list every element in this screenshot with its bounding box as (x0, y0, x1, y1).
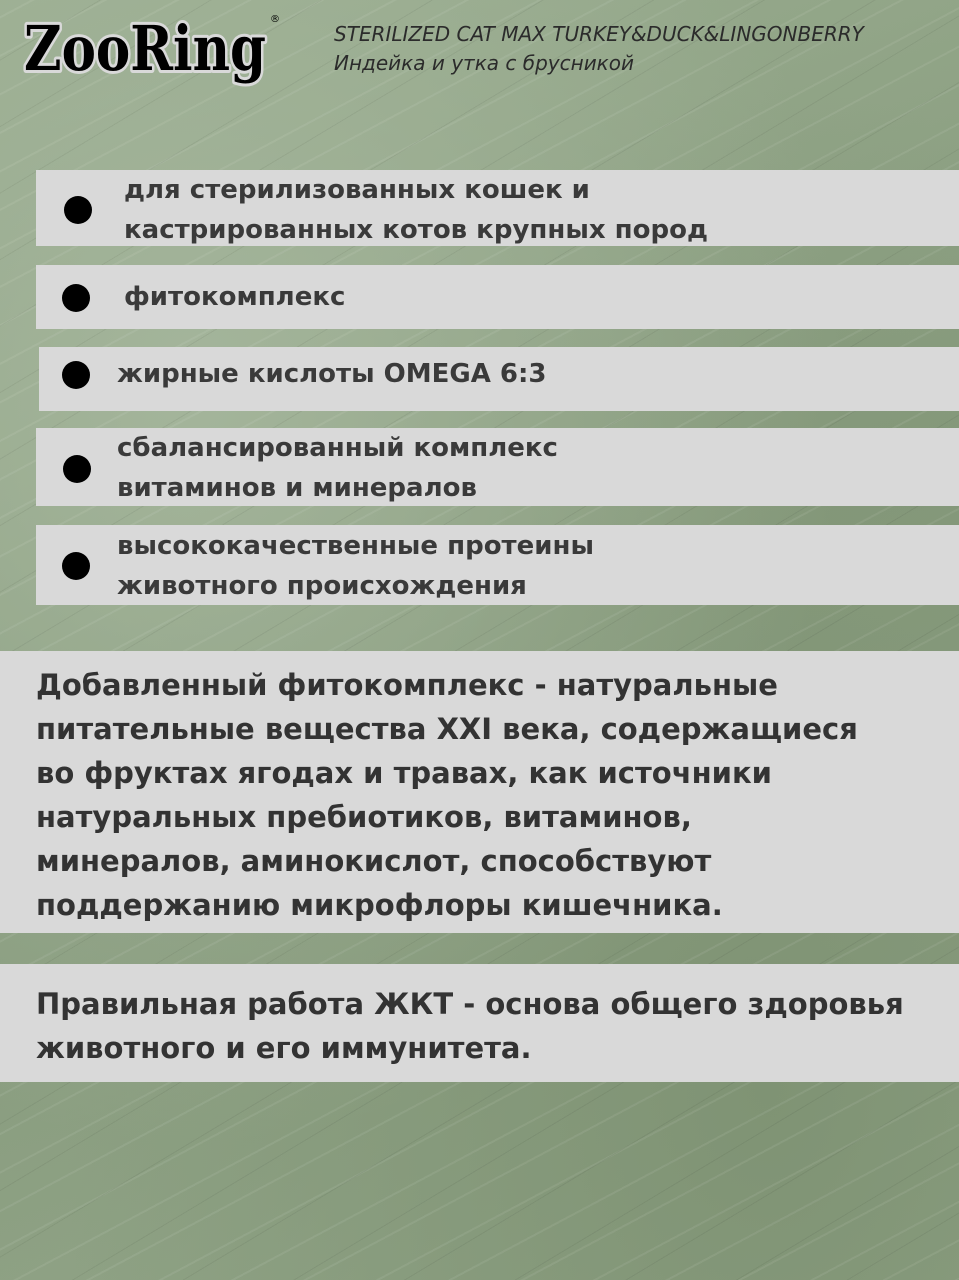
feature-line: высококачественные протеины (117, 531, 594, 561)
feature-item (36, 170, 959, 246)
feature-line: витаминов и минералов (117, 473, 477, 503)
description-line: минералов, аминокислот, способствуют (36, 844, 712, 878)
description-text (36, 663, 858, 927)
description-panel (0, 651, 959, 933)
feature-text (117, 428, 558, 508)
feature-item (36, 428, 959, 506)
feature-line: сбалансированный комплекс (117, 433, 558, 463)
brand-logo-text: ZooRing (24, 12, 266, 85)
feature-text (117, 354, 547, 394)
feature-line: фитокомплекс (124, 282, 346, 312)
feature-item (39, 347, 959, 411)
feature-text (124, 277, 345, 317)
bullet-icon (62, 552, 90, 580)
feature-line: животного происхождения (117, 571, 527, 601)
feature-line: для стерилизованных кошек и (124, 175, 590, 205)
conclusion-line: животного и его иммунитета. (36, 1031, 532, 1065)
bullet-icon (62, 284, 90, 312)
product-name-en: STERILIZED CAT MAX TURKEY&DUCK&LINGONBERRY (334, 22, 864, 46)
feature-text (124, 170, 708, 250)
feature-line: жирные кислоты OMEGA 6:3 (117, 359, 547, 389)
description-line: поддержанию микрофлоры кишечника. (36, 888, 723, 922)
conclusion-panel (0, 964, 959, 1082)
brand-logo-graphic (20, 4, 282, 92)
feature-line: кастрированных котов крупных пород (124, 215, 708, 245)
product-subtitle (334, 20, 864, 78)
description-line: во фруктах ягодах и травах, как источники (36, 756, 772, 790)
feature-item (36, 525, 959, 605)
bullet-icon (62, 361, 90, 389)
description-line: питательные вещества XXI века, содержащиеся (36, 712, 858, 746)
conclusion-line: Правильная работа ЖКТ - основа общего здоровья (36, 987, 904, 1021)
bullet-icon (64, 196, 92, 224)
bullet-icon (63, 455, 91, 483)
feature-text (117, 526, 594, 606)
description-line: натуральных пребиотиков, витаминов, (36, 800, 692, 834)
brand-logo (20, 4, 282, 92)
conclusion-text (36, 982, 904, 1070)
feature-item (36, 265, 959, 329)
registered-mark: ® (270, 14, 280, 25)
description-line: Добавленный фитокомплекс - натуральные (36, 668, 778, 702)
product-name-ru: Индейка и утка с брусникой (334, 51, 634, 75)
